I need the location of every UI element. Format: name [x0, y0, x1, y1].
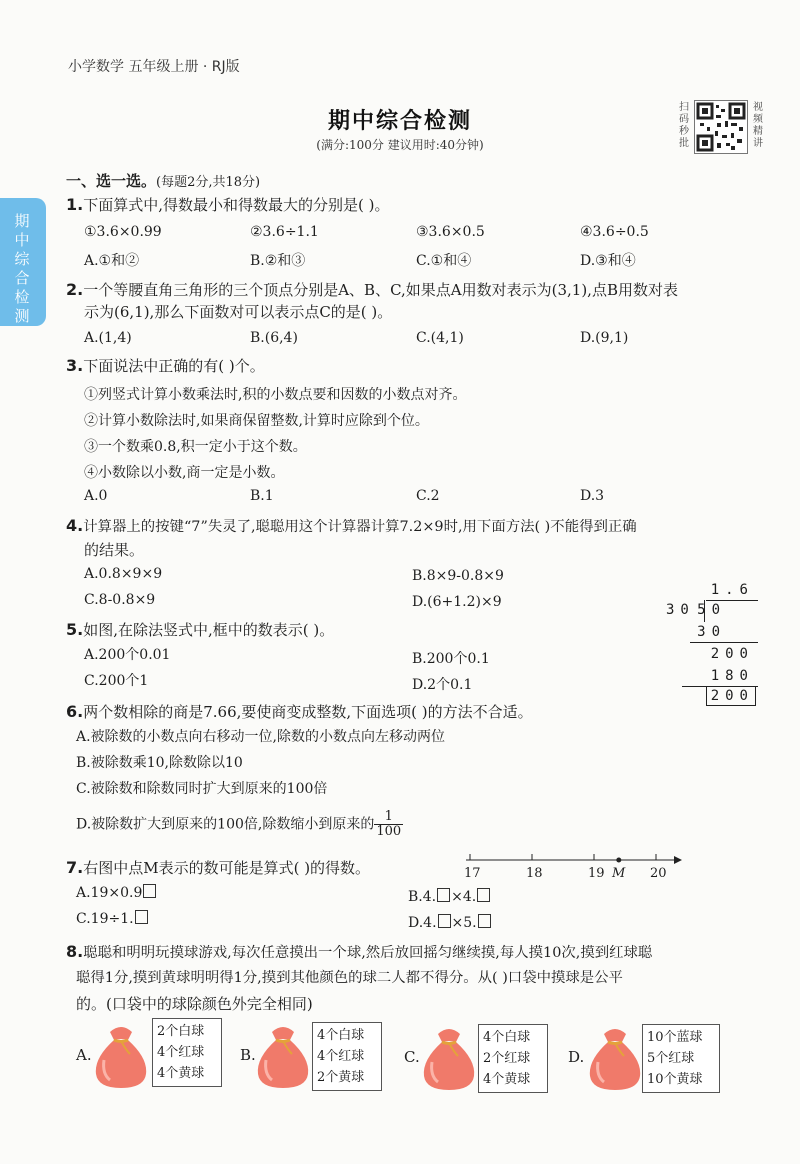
q6-option-b[interactable]: B.被除数乘10,除数除以10	[76, 755, 243, 771]
bag-b-red: 4个红球	[317, 1049, 365, 1064]
bag-c-contents	[478, 1024, 548, 1093]
bag-b-contents	[312, 1022, 382, 1091]
q4-text-line2: 的结果。	[84, 541, 145, 559]
bag-c-white: 4个白球	[483, 1030, 531, 1045]
blank-box	[143, 884, 156, 898]
question-number: 7.	[66, 858, 84, 877]
q5-option-c[interactable]: C.200个1	[84, 673, 149, 689]
division-quotient: 1.6	[710, 582, 754, 598]
bag-d-blue: 10个蓝球	[647, 1030, 703, 1045]
page-subtitle: (满分:100分 建议用时:40分钟)	[316, 138, 484, 152]
tick-label-20: 20	[650, 866, 667, 881]
q1-item-3: ③3.6×0.5	[416, 224, 485, 240]
q8-text-line3: 的。(口袋中的球除颜色外完全相同)	[76, 995, 313, 1013]
division-step-3: 180	[710, 668, 754, 684]
q1-option-a[interactable]: A.①和②	[84, 253, 140, 269]
question-number: 6.	[66, 702, 84, 721]
blank-box	[438, 914, 451, 928]
bag-a-red: 4个红球	[157, 1045, 205, 1060]
question-number: 5.	[66, 620, 84, 639]
q1-item-2: ②3.6÷1.1	[250, 224, 319, 240]
bag-a-label[interactable]: A.	[76, 1046, 92, 1064]
q3-statement-1: ①列竖式计算小数乘法时,积的小数点要和因数的小数点对齐。	[84, 387, 467, 403]
question-2	[66, 278, 678, 302]
arrow-right-icon	[674, 856, 682, 864]
fraction-one-hundredth: $\frac{1}{100}$	[376, 809, 402, 839]
q3-option-a[interactable]: A.0	[84, 488, 108, 504]
question-number: 8.	[66, 942, 84, 961]
qr-right-caption: 视频精讲	[753, 102, 763, 149]
question-8	[66, 940, 652, 965]
q7-option-d[interactable]: D.4. ×5.	[408, 914, 492, 931]
q4-option-d[interactable]: D.(6+1.2)×9	[412, 594, 502, 610]
question-7	[66, 856, 370, 880]
bag-a-yellow: 4个黄球	[157, 1066, 205, 1081]
blank-box	[478, 914, 491, 928]
bag-c-icon	[416, 1020, 482, 1092]
q1-option-d[interactable]: D.③和④	[580, 253, 636, 269]
q7-option-c[interactable]: C.19÷1.	[76, 910, 149, 927]
section-heading: 一、选一选。	[66, 172, 157, 190]
bag-d-contents	[642, 1024, 720, 1093]
bag-d-icon	[582, 1020, 648, 1092]
q3-option-b[interactable]: B.1	[250, 488, 274, 504]
bag-b-icon	[250, 1018, 316, 1090]
question-number: 1.	[66, 195, 84, 214]
q2-option-d[interactable]: D.(9,1)	[580, 330, 629, 346]
tick-label-18: 18	[526, 866, 543, 881]
bag-c-label[interactable]: C.	[404, 1048, 420, 1066]
q6-option-d[interactable]	[76, 810, 403, 839]
q2-option-b[interactable]: B.(6,4)	[250, 330, 298, 346]
q3-option-d[interactable]: D.3	[580, 488, 605, 504]
bag-d-yellow: 10个黄球	[647, 1072, 703, 1087]
qr-left-caption: 扫码秒批	[679, 102, 689, 149]
bag-b-yellow: 2个黄球	[317, 1070, 365, 1085]
side-tab-label: 期中综合检测	[14, 212, 30, 325]
q4-option-b[interactable]: B.8×9-0.8×9	[412, 568, 504, 584]
q1-item-4: ④3.6÷0.5	[580, 224, 649, 240]
question-6	[66, 700, 533, 724]
question-text: 计算器上的按键“7”失灵了,聪聪用这个计算器计算7.2×9时,用下面方法( )不能得到正确	[83, 519, 637, 535]
q5-option-a[interactable]: A.200个0.01	[84, 647, 171, 663]
question-3	[66, 354, 265, 378]
q3-statement-3: ③一个数乘0.8,积一定小于这个数。	[84, 439, 307, 455]
bag-a-contents	[152, 1018, 222, 1087]
division-dividend: 50	[697, 602, 726, 618]
point-m	[616, 858, 621, 863]
bag-b-label[interactable]: B.	[240, 1046, 256, 1064]
q1-option-c[interactable]: C.①和④	[416, 253, 472, 269]
q7-option-a[interactable]: A.19×0.9	[76, 884, 157, 901]
long-division-figure	[660, 580, 760, 710]
qr-code-icon[interactable]	[694, 100, 748, 154]
book-header: 小学数学 五年级上册 · RJ版	[68, 59, 240, 75]
q6-option-d-text: D.被除数扩大到原来的100倍,除数缩小到原来的	[76, 816, 375, 833]
question-text: 下面说法中正确的有( )个。	[83, 357, 265, 375]
division-divisor: 30	[666, 602, 695, 618]
bag-b-white: 4个白球	[317, 1028, 365, 1043]
section-title	[66, 170, 260, 191]
q1-item-1: ①3.6×0.99	[84, 224, 162, 240]
q5-option-b[interactable]: B.200个0.1	[412, 651, 490, 667]
q1-option-b[interactable]: B.②和③	[250, 253, 306, 269]
division-line-1	[690, 642, 758, 643]
question-text: 下面算式中,得数最小和得数最大的分别是( )。	[83, 196, 390, 214]
q3-option-c[interactable]: C.2	[416, 488, 440, 504]
question-text: 聪聪和明明玩摸球游戏,每次任意摸出一个球,然后放回摇匀继续摸,每人摸10次,摸到红球聪	[83, 945, 653, 961]
q3-statement-2: ②计算小数除法时,如果商保留整数,计算时应除到个位。	[84, 413, 429, 429]
question-text: 一个等腰直角三角形的三个顶点分别是A、B、C,如果点A用数对表示为(3,1),点B用数对表	[83, 281, 678, 299]
question-text: 两个数相除的商是7.66,要使商变成整数,下面选项( )的方法不合适。	[83, 703, 533, 721]
bag-d-red: 5个红球	[647, 1051, 695, 1066]
q3-statement-4: ④小数除以小数,商一定是小数。	[84, 465, 285, 481]
question-4	[66, 514, 637, 539]
q6-option-a[interactable]: A.被除数的小数点向右移动一位,除数的小数点向左移动两位	[76, 729, 446, 745]
point-m-label: M	[612, 866, 626, 881]
q4-option-a[interactable]: A.0.8×9×9	[84, 566, 163, 582]
bag-d-label[interactable]: D.	[568, 1048, 585, 1066]
question-1	[66, 193, 389, 217]
chapter-side-tab	[0, 198, 46, 326]
question-number: 2.	[66, 280, 84, 299]
q4-option-c[interactable]: C.8-0.8×9	[84, 592, 156, 608]
division-boxed-number: 200	[710, 688, 754, 704]
question-number: 4.	[66, 516, 84, 535]
tick-label-17: 17	[464, 866, 481, 881]
q2-text-line2: 示为(6,1),那么下面数对可以表示点C的是( )。	[84, 303, 393, 321]
q8-text-line2: 聪得1分,摸到黄球明明得1分,摸到其他颜色的球二人都不得分。从( )口袋中摸球是公平	[76, 970, 623, 986]
q2-option-c[interactable]: C.(4,1)	[416, 330, 464, 346]
q5-option-d[interactable]: D.2个0.1	[412, 677, 473, 693]
division-step-2: 200	[710, 646, 754, 662]
blank-box	[477, 888, 490, 902]
bag-c-red: 2个红球	[483, 1051, 531, 1066]
question-5	[66, 618, 334, 642]
question-number: 3.	[66, 356, 84, 375]
blank-box	[437, 888, 450, 902]
q2-option-a[interactable]: A.(1,4)	[84, 330, 132, 346]
division-bar	[706, 600, 758, 601]
division-step-1: 30	[697, 624, 726, 640]
tick-label-19: 19	[588, 866, 605, 881]
bag-a-white: 2个白球	[157, 1024, 205, 1039]
q7-option-b[interactable]: B.4. ×4.	[408, 888, 491, 905]
bag-c-yellow: 4个黄球	[483, 1072, 531, 1087]
question-text: 如图,在除法竖式中,框中的数表示( )。	[83, 621, 335, 639]
bag-a-icon	[88, 1018, 154, 1090]
question-text: 右图中点M表示的数可能是算式( )的得数。	[83, 859, 371, 877]
blank-box	[135, 910, 148, 924]
page-title: 期中综合检测	[327, 109, 472, 134]
q6-option-c[interactable]: C.被除数和除数同时扩大到原来的100倍	[76, 781, 328, 797]
section-note: (每题2分,共18分)	[156, 175, 261, 190]
